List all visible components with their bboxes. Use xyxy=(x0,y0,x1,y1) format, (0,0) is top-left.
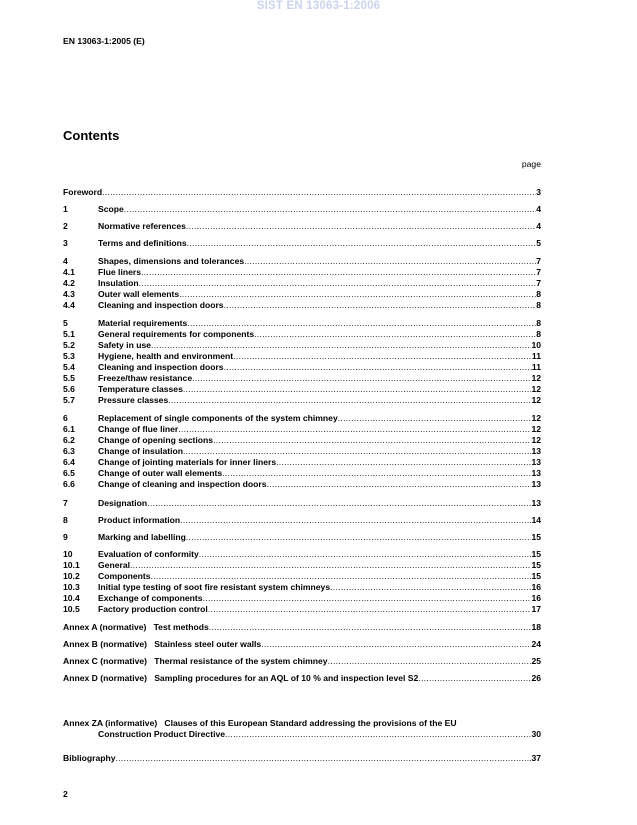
toc-entry-title: Annex ZA (informative) Clauses of this European Standard addressing the provisions of the EU xyxy=(63,718,457,728)
toc-entry-page: 8 xyxy=(536,289,541,299)
toc-entry[interactable] xyxy=(63,278,541,289)
toc-entry-title: Exchange of components xyxy=(98,593,203,603)
toc-entry-page: 7 xyxy=(536,267,541,277)
toc-entry[interactable] xyxy=(63,424,541,435)
toc-entry[interactable] xyxy=(63,582,541,593)
toc-entry-number: 2 xyxy=(63,221,68,231)
toc-entry[interactable] xyxy=(63,289,541,300)
toc-entry-title: General xyxy=(98,560,131,570)
toc-entry-title: Terms and definitions xyxy=(98,238,187,248)
toc-leader-dots xyxy=(178,424,531,435)
toc-entry-title: Annex A (normative) Test methods xyxy=(63,622,209,632)
toc-leader-dots xyxy=(224,362,532,373)
toc-entry[interactable] xyxy=(63,479,541,490)
toc-entry-page: 15 xyxy=(531,532,541,542)
toc-entry[interactable] xyxy=(63,395,541,406)
toc-entry-title: Freeze/thaw resistance xyxy=(98,373,193,383)
toc-entry-title: Normative references xyxy=(98,221,186,231)
toc-entry-title: Annex C (normative) Thermal resistance of the system chimney xyxy=(63,656,328,666)
toc-entry[interactable] xyxy=(63,656,541,667)
toc-leader-dots xyxy=(244,256,536,267)
toc-entry[interactable] xyxy=(63,571,541,582)
toc-leader-dots xyxy=(187,318,536,329)
page-number: 2 xyxy=(63,789,68,799)
toc-entry-annex-za-continued[interactable] xyxy=(63,729,541,740)
toc-entry-title: Marking and labelling xyxy=(98,532,186,542)
toc-leader-dots xyxy=(147,498,531,509)
toc-entry-title: Pressure classes xyxy=(98,395,169,405)
toc-leader-dots xyxy=(102,187,536,198)
toc-entry-page: 13 xyxy=(531,498,541,508)
toc-entry-title: Construction Product Directive xyxy=(98,729,226,739)
toc-entry[interactable] xyxy=(63,457,541,468)
toc-leader-dots xyxy=(192,373,531,384)
toc-entry-number: 6.1 xyxy=(63,424,75,434)
toc-entry-page: 11 xyxy=(531,351,541,361)
toc-entry[interactable] xyxy=(63,622,541,633)
toc-entry-page: 12 xyxy=(531,395,541,405)
toc-entry[interactable] xyxy=(63,204,541,215)
toc-entry-title: Hygiene, health and environment xyxy=(98,351,234,361)
toc-entry-page: 25 xyxy=(531,656,541,666)
toc-entry[interactable] xyxy=(63,300,541,311)
toc-entry-title: Designation xyxy=(98,498,148,508)
toc-entry-number: 6.4 xyxy=(63,457,75,467)
toc-leader-dots xyxy=(209,622,532,633)
toc-entry-title: Change of flue liner xyxy=(98,424,179,434)
toc-entry-title: Temperature classes xyxy=(98,384,183,394)
toc-entry[interactable] xyxy=(63,549,541,560)
document-id: EN 13063-1:2005 (E) xyxy=(63,36,145,46)
toc-entry-page: 10 xyxy=(531,340,541,350)
toc-entry-page: 4 xyxy=(536,221,541,231)
toc-entry-annex-za[interactable] xyxy=(63,718,541,729)
toc-entry-title: General requirements for components xyxy=(98,329,255,339)
toc-entry-page: 37 xyxy=(531,753,541,763)
toc-leader-dots xyxy=(418,673,531,684)
toc-entry-page: 15 xyxy=(531,549,541,559)
toc-entry-number: 5 xyxy=(63,318,68,328)
toc-leader-dots xyxy=(183,384,532,395)
toc-entry-number: 10.2 xyxy=(63,571,80,581)
toc-entry[interactable] xyxy=(63,362,541,373)
toc-entry[interactable] xyxy=(63,373,541,384)
toc-entry-number: 4.2 xyxy=(63,278,75,288)
toc-entry-title: Annex D (normative) Sampling procedures for an AQL of 10 % and inspection level S2 xyxy=(63,673,419,683)
toc-leader-dots xyxy=(208,604,532,615)
toc-entry-title: Factory production control xyxy=(98,604,208,614)
contents-heading: Contents xyxy=(63,128,120,143)
toc-entry[interactable] xyxy=(63,435,541,446)
toc-entry-page: 12 xyxy=(531,424,541,434)
toc-entry-page: 7 xyxy=(536,278,541,288)
toc-entry[interactable] xyxy=(63,256,541,267)
toc-entry-title: Components xyxy=(98,571,151,581)
toc-entry-page: 3 xyxy=(536,187,541,197)
toc-entry-number: 4 xyxy=(63,256,68,266)
toc-entry-title: Shapes, dimensions and tolerances xyxy=(98,256,245,266)
toc-entry-page: 8 xyxy=(536,300,541,310)
toc-entry[interactable] xyxy=(63,593,541,604)
toc-entry-page: 12 xyxy=(531,384,541,394)
toc-entry[interactable] xyxy=(63,187,541,198)
toc-entry-number: 6 xyxy=(63,413,68,423)
toc-entry-page: 12 xyxy=(531,435,541,445)
toc-leader-dots xyxy=(180,515,531,526)
toc-entry-page: 13 xyxy=(531,468,541,478)
toc-entry-number: 6.5 xyxy=(63,468,75,478)
toc-entry[interactable] xyxy=(63,515,541,526)
toc-leader-dots xyxy=(261,639,531,650)
toc-entry-page: 11 xyxy=(531,362,541,372)
toc-entry[interactable] xyxy=(63,532,541,543)
toc-entry-title: Cleaning and inspection doors xyxy=(98,362,224,372)
toc-entry-title: Cleaning and inspection doors xyxy=(98,300,224,310)
toc-entry-page: 8 xyxy=(536,329,541,339)
toc-entry-number: 4.4 xyxy=(63,300,75,310)
toc-leader-dots xyxy=(116,753,532,764)
toc-entry[interactable] xyxy=(63,604,541,615)
toc-entry[interactable] xyxy=(63,639,541,650)
toc-entry-title: Change of jointing materials for inner liners xyxy=(98,457,277,467)
toc-entry-title: Initial type testing of soot fire resistant system chimneys xyxy=(98,582,331,592)
toc-entry-number: 5.2 xyxy=(63,340,75,350)
toc-entry-page: 7 xyxy=(536,256,541,266)
toc-entry[interactable] xyxy=(63,560,541,571)
toc-entry-number: 4.1 xyxy=(63,267,75,277)
toc-entry-title: Change of cleaning and inspection doors xyxy=(98,479,267,489)
toc-entry-number: 3 xyxy=(63,238,68,248)
toc-entry-page: 26 xyxy=(531,673,541,683)
toc-entry-title: Change of opening sections xyxy=(98,435,214,445)
toc-leader-dots xyxy=(267,479,532,490)
toc-entry-page: 8 xyxy=(536,318,541,328)
toc-entry-title: Foreword xyxy=(63,187,103,197)
toc-entry-number: 9 xyxy=(63,532,68,542)
toc-leader-dots xyxy=(130,560,531,571)
toc-entry[interactable] xyxy=(63,413,541,424)
toc-entry-page: 12 xyxy=(531,413,541,423)
toc-entry-title: Evaluation of conformity xyxy=(98,549,199,559)
document-watermark: SIST EN 13063-1:2006 xyxy=(256,0,381,12)
toc-entry[interactable] xyxy=(63,498,541,509)
toc-entry-page: 17 xyxy=(531,604,541,614)
toc-entry[interactable] xyxy=(63,329,541,340)
toc-entry-title: Safety in use xyxy=(98,340,152,350)
toc-leader-dots xyxy=(276,457,531,468)
toc-entry-number: 6.6 xyxy=(63,479,75,489)
toc-entry-number: 5.5 xyxy=(63,373,75,383)
toc-entry-number: 10 xyxy=(63,549,73,559)
toc-leader-dots xyxy=(330,582,531,593)
toc-leader-dots xyxy=(328,656,532,667)
toc-entry-number: 4.3 xyxy=(63,289,75,299)
toc-entry-title: Insulation xyxy=(98,278,139,288)
toc-entry[interactable] xyxy=(63,468,541,479)
toc-entry-number: 8 xyxy=(63,515,68,525)
toc-entry-title: Outer wall elements xyxy=(98,289,180,299)
toc-entry-number: 1 xyxy=(63,204,68,214)
toc-entry-title: Flue liners xyxy=(98,267,141,277)
toc-entry[interactable] xyxy=(63,340,541,351)
toc-entry-number: 7 xyxy=(63,498,68,508)
toc-entry-number: 5.3 xyxy=(63,351,75,361)
toc-entry[interactable] xyxy=(63,384,541,395)
toc-leader-dots xyxy=(254,329,536,340)
toc-leader-dots xyxy=(338,413,532,424)
toc-leader-dots xyxy=(179,289,536,300)
toc-entry-title: Change of outer wall elements xyxy=(98,468,223,478)
toc-entry-page: 16 xyxy=(531,582,541,592)
toc-leader-dots xyxy=(141,267,536,278)
toc-entry-page: 14 xyxy=(531,515,541,525)
toc-entry-page: 30 xyxy=(531,729,541,739)
toc-leader-dots xyxy=(225,729,531,740)
toc-entry-page: 5 xyxy=(536,238,541,248)
toc-entry[interactable] xyxy=(63,221,541,232)
toc-leader-dots xyxy=(124,204,536,215)
toc-entry-number: 10.5 xyxy=(63,604,80,614)
toc-entry-number: 10.3 xyxy=(63,582,80,592)
toc-entry-page: 15 xyxy=(531,571,541,581)
toc-leader-dots xyxy=(186,532,532,543)
toc-entry-number: 5.4 xyxy=(63,362,75,372)
toc-leader-dots xyxy=(187,238,537,249)
toc-leader-dots xyxy=(139,278,537,289)
toc-entry-page: 18 xyxy=(531,622,541,632)
toc-entry-bibliography[interactable] xyxy=(63,753,541,764)
toc-entry-title: Bibliography xyxy=(63,753,116,763)
toc-leader-dots xyxy=(151,340,531,351)
toc-leader-dots xyxy=(199,549,532,560)
toc-entry-title: Annex B (normative) Stainless steel outer walls xyxy=(63,639,262,649)
toc-entry[interactable] xyxy=(63,446,541,457)
toc-entry[interactable] xyxy=(63,267,541,278)
toc-entry-page: 4 xyxy=(536,204,541,214)
toc-entry-page: 13 xyxy=(531,479,541,489)
toc-entry-page: 16 xyxy=(531,593,541,603)
toc-entry-title: Replacement of single components of the system chimney xyxy=(98,413,338,423)
toc-leader-dots xyxy=(151,571,532,582)
toc-entry-number: 10.1 xyxy=(63,560,80,570)
toc-entry-page: 15 xyxy=(531,560,541,570)
toc-entry-number: 6.3 xyxy=(63,446,75,456)
toc-entry-title: Material requirements xyxy=(98,318,188,328)
toc-leader-dots xyxy=(224,300,537,311)
toc-leader-dots xyxy=(213,435,531,446)
page-column-label: page xyxy=(521,159,541,169)
toc-entry-page: 12 xyxy=(531,373,541,383)
toc-leader-dots xyxy=(203,593,532,604)
toc-entry-number: 10.4 xyxy=(63,593,80,603)
toc-leader-dots xyxy=(222,468,531,479)
toc-entry-page: 13 xyxy=(531,457,541,467)
toc-entry[interactable] xyxy=(63,238,541,249)
toc-entry-number: 5.1 xyxy=(63,329,75,339)
toc-entry[interactable] xyxy=(63,351,541,362)
toc-leader-dots xyxy=(168,395,531,406)
toc-entry-number: 5.7 xyxy=(63,395,75,405)
toc-entry-number: 6.2 xyxy=(63,435,75,445)
toc-entry-page: 24 xyxy=(531,639,541,649)
toc-leader-dots xyxy=(183,446,531,457)
toc-entry-number: 5.6 xyxy=(63,384,75,394)
toc-entry-title: Change of insulation xyxy=(98,446,183,456)
toc-leader-dots xyxy=(233,351,532,362)
toc-entry[interactable] xyxy=(63,318,541,329)
toc-entry-title: Product information xyxy=(98,515,181,525)
toc-entry-page: 13 xyxy=(531,446,541,456)
toc-entry[interactable] xyxy=(63,673,541,684)
toc-entry-title: Scope xyxy=(98,204,124,214)
toc-leader-dots xyxy=(186,221,536,232)
